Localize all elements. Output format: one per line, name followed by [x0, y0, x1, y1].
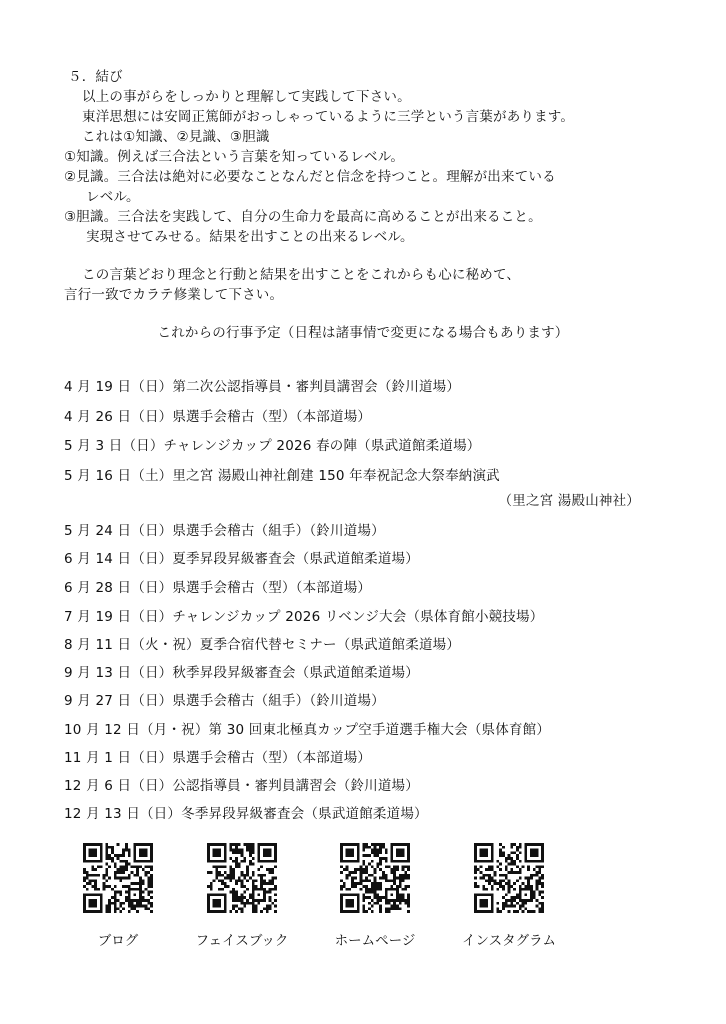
schedule-title: これからの行事予定（日程は諸事情で変更になる場合もあります）	[157, 325, 569, 341]
schedule-item: 8 月 11 日（火・祝）夏季合宿代替セミナー（県武道館柔道場）	[64, 637, 461, 653]
conclusion-line-2: 東洋思想には安岡正篤師がおっしゃっているように三学という言葉があります。	[82, 109, 575, 125]
courage-item-cont: 実現させてみせる。結果を出すことの出来るレベル。	[86, 229, 414, 245]
blog-label: ブログ	[97, 933, 139, 949]
schedule-item: 12 月 13 日（日）冬季昇段昇級審査会（県武道館柔道場）	[64, 806, 428, 822]
schedule-item: 5 月 24 日（日）県選手会稽古（組手）（鈴川道場）	[64, 523, 385, 539]
conclusion-line-3: これは①知識、②見識、③胆識	[82, 129, 270, 145]
instagram-link[interactable]	[449, 843, 569, 973]
homepage-link[interactable]	[315, 843, 435, 973]
schedule-item: 6 月 14 日（日）夏季昇段昇級審査会（県武道館柔道場）	[64, 551, 419, 567]
instagram-label: インスタグラム	[462, 933, 556, 949]
schedule-item: 4 月 19 日（日）第二次公認指導員・審判員講習会（鈴川道場）	[64, 379, 461, 395]
closing-line-2: 言行一致でカラテ修業して下さい。	[64, 287, 284, 303]
insight-item: ②見識。三合法は絶対に必要なことなんだと信念を持つこと。理解が出来ている	[64, 169, 556, 185]
schedule-item: 9 月 13 日（日）秋季昇段昇級審査会（県武道館柔道場）	[64, 665, 419, 681]
schedule-item: 12 月 6 日（日）公認指導員・審判員講習会（鈴川道場）	[64, 778, 419, 794]
schedule-item: 10 月 12 日（月・祝）第 30 回東北極真カップ空手道選手権大会（県体育館）	[64, 722, 551, 738]
homepage-label: ホームページ	[334, 933, 416, 949]
schedule-item: 7 月 19 日（日）チャレンジカップ 2026 リベンジ大会（県体育館小競技場）	[64, 609, 544, 625]
schedule-item-location: （里之宮 湯殿山神社）	[498, 493, 640, 509]
homepage-qr-code-icon[interactable]	[340, 843, 410, 913]
schedule-item: 4 月 26 日（日）県選手会稽古（型）（本部道場）	[64, 409, 372, 425]
schedule-item: 5 月 16 日（土）里之宮 湯殿山神社創建 150 年奉祝記念大祭奉納演武	[64, 468, 500, 484]
facebook-qr-code-icon[interactable]	[207, 843, 277, 913]
facebook-label: フェイスブック	[195, 933, 289, 949]
schedule-item: 9 月 27 日（日）県選手会稽古（組手）（鈴川道場）	[64, 693, 385, 709]
closing-line-1: この言葉どおり理念と行動と結果を出すことをこれからも心に秘めて、	[82, 267, 521, 283]
section-heading: ５．結び	[68, 69, 123, 85]
schedule-item: 11 月 1 日（日）県選手会稽古（型）（本部道場）	[64, 750, 372, 766]
instagram-qr-code-icon[interactable]	[474, 843, 544, 913]
facebook-link[interactable]	[182, 843, 302, 973]
insight-item-cont: レベル。	[86, 189, 140, 205]
blog-link[interactable]	[58, 843, 178, 973]
conclusion-line-1: 以上の事がらをしっかりと理解して実践して下さい。	[82, 89, 411, 105]
schedule-item: 6 月 28 日（日）県選手会稽古（型）（本部道場）	[64, 580, 372, 596]
knowledge-item: ①知識。例えば三合法という言葉を知っているレベル。	[64, 149, 405, 165]
blog-qr-code-icon[interactable]	[83, 843, 153, 913]
courage-item: ③胆識。三合法を実践して、自分の生命力を最高に高めることが出来ること。	[64, 209, 542, 225]
schedule-item: 5 月 3 日（日）チャレンジカップ 2026 春の陣（県武道館柔道場）	[64, 438, 481, 454]
